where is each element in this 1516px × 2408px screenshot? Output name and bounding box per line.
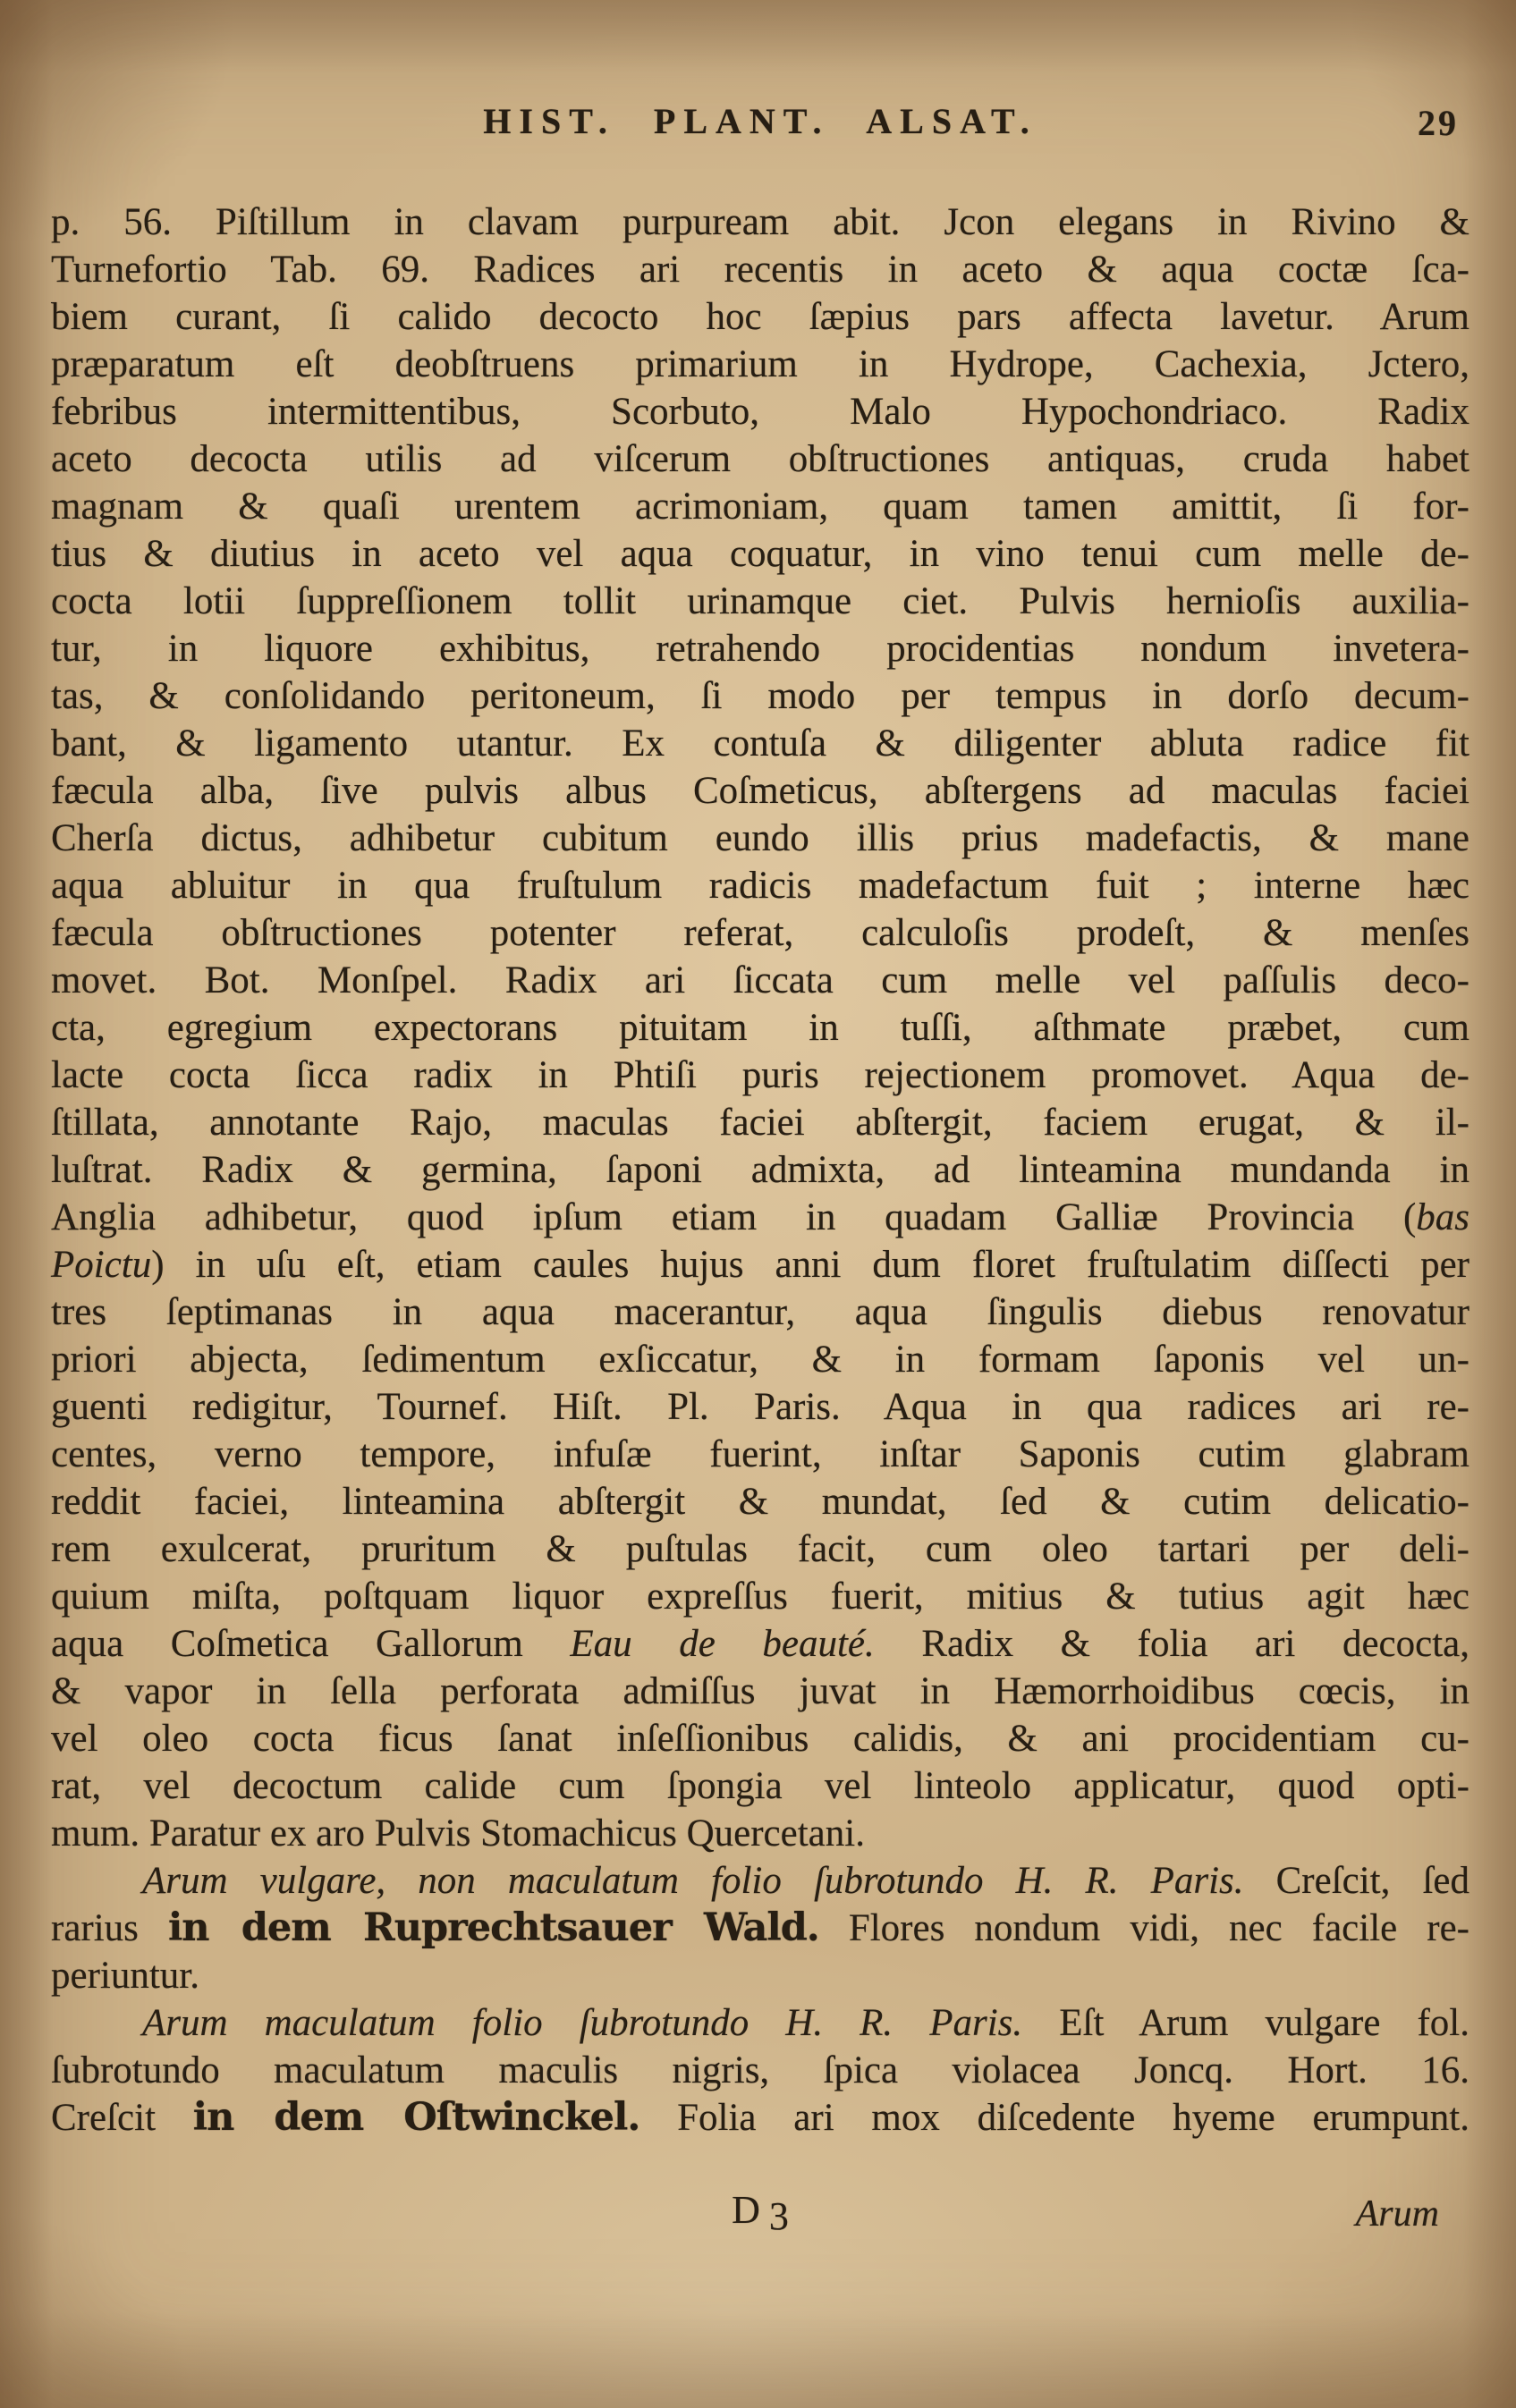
text-line xyxy=(51,1857,1469,1905)
text-line xyxy=(51,435,1469,483)
roman-text: Cherſa dictus, adhibetur cubitum eundo illis prius madefactis, & mane xyxy=(51,817,1469,859)
text-line xyxy=(51,1715,1469,1762)
text-line xyxy=(51,862,1469,909)
catchword: Arum xyxy=(1355,2193,1439,2235)
roman-text: bant, & ligamento utantur. Ex contuſa & diligenter abluta radice fit xyxy=(51,722,1469,765)
roman-text: Creſcit xyxy=(51,2097,193,2139)
text-line xyxy=(51,720,1469,767)
page-title: HIST. PLANT. ALSAT. xyxy=(483,101,1037,141)
text-line xyxy=(51,957,1469,1004)
roman-text: Folia ari mox diſcedente hyeme erumpunt. xyxy=(639,2097,1470,2139)
roman-text: cocta lotii ſuppreſſionem tollit urinamque ciet. Pulvis hernioſis auxilia- xyxy=(51,580,1469,622)
text-line xyxy=(51,388,1469,435)
roman-text: tres ſeptimanas in aqua macerantur, aqua ſingulis diebus renovatur xyxy=(51,1291,1469,1333)
roman-text: guenti redigitur, Tournef. Hiſt. Pl. Paris. Aqua in qua radices ari re- xyxy=(51,1386,1469,1428)
text-line xyxy=(51,909,1469,957)
roman-text: ſubrotundo maculatum maculis nigris, ſpica violacea Joncq. Hort. 16. xyxy=(51,2049,1469,2091)
roman-text: præparatum eſt deobſtruens primarium in Hydrope, Cachexia, Jctero, xyxy=(51,343,1469,385)
italic-text: Arum vulgare, non maculatum folio ſubrotundo H. R. Paris. xyxy=(142,1860,1244,1902)
roman-text: fæcula obſtructiones potenter referat, calculoſis prodeſt, & menſes xyxy=(51,912,1469,954)
text-line xyxy=(51,2047,1469,2094)
text-line xyxy=(51,1525,1469,1573)
roman-text: biem curant, ſi calido decocto hoc ſæpius pars affecta lavetur. Arum xyxy=(51,296,1469,338)
italic-text: Arum maculatum folio ſubrotundo H. R. Paris. xyxy=(142,2002,1023,2044)
roman-text: cta, egregium expectorans pituitam in tuſſi, aſthmate præbet, cum xyxy=(51,1007,1469,1049)
text-line xyxy=(51,1999,1469,2047)
text-line xyxy=(51,1620,1469,1668)
roman-text: vel oleo cocta ficus ſanat inſeſſionibus calidis, & ani procidentiam cu- xyxy=(51,1718,1469,1760)
roman-text: rem exulcerat, pruritum & puſtulas facit, cum oleo tartari per deli- xyxy=(51,1528,1469,1570)
text-line xyxy=(51,199,1469,246)
roman-text: p. 56. Piſtillum in clavam purpuream abit. Jcon elegans in Rivino & xyxy=(51,201,1469,243)
text-line xyxy=(51,767,1469,815)
roman-text: aqua Coſmetica Gallorum xyxy=(51,1623,571,1665)
roman-text: aqua abluitur in qua fruſtulum radicis madefactum fuit ; interne hæc xyxy=(51,865,1469,907)
text-line xyxy=(51,1905,1469,1952)
text-line xyxy=(51,1573,1469,1620)
text-line xyxy=(51,1194,1469,1241)
roman-text: & vapor in ſella perforata admiſſus juvat in Hæmorrhoidibus cœcis, in xyxy=(51,1670,1469,1712)
roman-text: Creſcit, ſed xyxy=(1243,1860,1469,1902)
text-line xyxy=(51,483,1469,530)
italic-text: Poictu xyxy=(51,1244,152,1286)
text-line xyxy=(51,2094,1469,2142)
roman-text: Flores nondum vidi, nec facile re- xyxy=(818,1907,1469,1949)
italic-text: bas xyxy=(1416,1196,1469,1238)
text-line xyxy=(51,246,1469,293)
roman-text: ſtillata, annotante Rajo, maculas faciei abſtergit, faciem erugat, & il- xyxy=(51,1102,1469,1144)
body-text xyxy=(51,199,1469,2142)
roman-text: quium miſta, poſtquam liquor expreſſus fuerit, mitius & tutius agit hæc xyxy=(51,1576,1469,1618)
roman-text: magnam & quaſi urentem acrimoniam, quam tamen amittit, ſi for- xyxy=(51,486,1469,528)
text-line xyxy=(51,1146,1469,1194)
signature-letter: D xyxy=(732,2188,760,2232)
text-line xyxy=(51,1099,1469,1146)
text-line xyxy=(51,1336,1469,1383)
running-header xyxy=(51,100,1469,142)
text-line xyxy=(51,1478,1469,1525)
roman-text: Radix & folia ari decocta, xyxy=(874,1623,1469,1665)
roman-text: rarius xyxy=(51,1907,168,1949)
roman-text: Eſt Arum vulgare fol. xyxy=(1022,2002,1470,2044)
roman-text: fæcula alba, ſive pulvis albus Coſmeticus, abſtergens ad maculas faciei xyxy=(51,770,1469,812)
text-line xyxy=(51,1668,1469,1715)
text-line xyxy=(51,1810,1469,1857)
roman-text: tius & diutius in aceto vel aqua coquatur, in vino tenui cum melle de- xyxy=(51,533,1469,575)
roman-text: lacte cocta ſicca radix in Phtiſi puris rejectionem promovet. Aqua de- xyxy=(51,1054,1469,1096)
roman-text: aceto decocta utilis ad viſcerum obſtructiones antiquas, cruda habet xyxy=(51,438,1469,480)
text-line xyxy=(51,815,1469,862)
roman-text: tur, in liquore exhibitus, retrahendo procidentias nondum invetera- xyxy=(51,628,1469,670)
text-line xyxy=(51,1952,1469,1999)
text-line xyxy=(51,1052,1469,1099)
text-line xyxy=(51,1431,1469,1478)
roman-text: Anglia adhibetur, quod ipſum etiam in quadam Galliæ Provincia ( xyxy=(51,1196,1417,1238)
roman-text: febribus intermittentibus, Scorbuto, Malo Hypochondriaco. Radix xyxy=(51,391,1469,433)
roman-text: rat, vel decoctum calide cum ſpongia vel linteolo applicatur, quod opti- xyxy=(51,1765,1469,1807)
roman-text: reddit faciei, linteamina abſtergit & mundat, ſed & cutim delicatio- xyxy=(51,1481,1469,1523)
text-line xyxy=(51,293,1469,341)
text-line xyxy=(51,1004,1469,1052)
text-line xyxy=(51,1241,1469,1288)
roman-text: Turnefortio Tab. 69. Radices ari recentis in aceto & aqua coctæ ſca- xyxy=(51,249,1469,291)
text-line xyxy=(51,578,1469,625)
page-number: 29 xyxy=(1418,103,1459,143)
roman-text: tas, & conſolidando peritoneum, ſi modo per tempus in dorſo decum- xyxy=(51,675,1469,717)
signature-number: 3 xyxy=(768,2194,789,2238)
text-line xyxy=(51,530,1469,578)
signature-mark xyxy=(51,2187,1469,2238)
roman-text: luſtrat. Radix & germina, ſaponi admixta, ad linteamina mundanda in xyxy=(51,1149,1469,1191)
text-line xyxy=(51,672,1469,720)
roman-text: movet. Bot. Monſpel. Radix ari ſiccata cum melle vel paſſulis deco- xyxy=(51,959,1469,1001)
text-line xyxy=(51,1383,1469,1431)
roman-text: priori abjecta, ſedimentum exſiccatur, & in formam ſaponis vel un- xyxy=(51,1339,1469,1381)
roman-text: ) in uſu eſt, etiam caules hujus anni dum floret fruſtulatim diſſecti per xyxy=(151,1244,1469,1286)
roman-text: centes, verno tempore, infuſæ fuerint, inſtar Saponis cutim glabram xyxy=(51,1433,1469,1475)
roman-text: periuntur. xyxy=(51,1955,199,1997)
text-line xyxy=(51,1288,1469,1336)
fraktur-text: in dem Oſtwinckel. xyxy=(192,2095,640,2140)
fraktur-text: in dem Ruprechtsauer Wald. xyxy=(167,1905,819,1950)
italic-text: Eau de beauté. xyxy=(570,1623,875,1665)
text-line xyxy=(51,341,1469,388)
text-line xyxy=(51,625,1469,672)
roman-text: mum. Paratur ex aro Pulvis Stomachicus Quercetani. xyxy=(51,1812,865,1855)
text-line xyxy=(51,1762,1469,1810)
